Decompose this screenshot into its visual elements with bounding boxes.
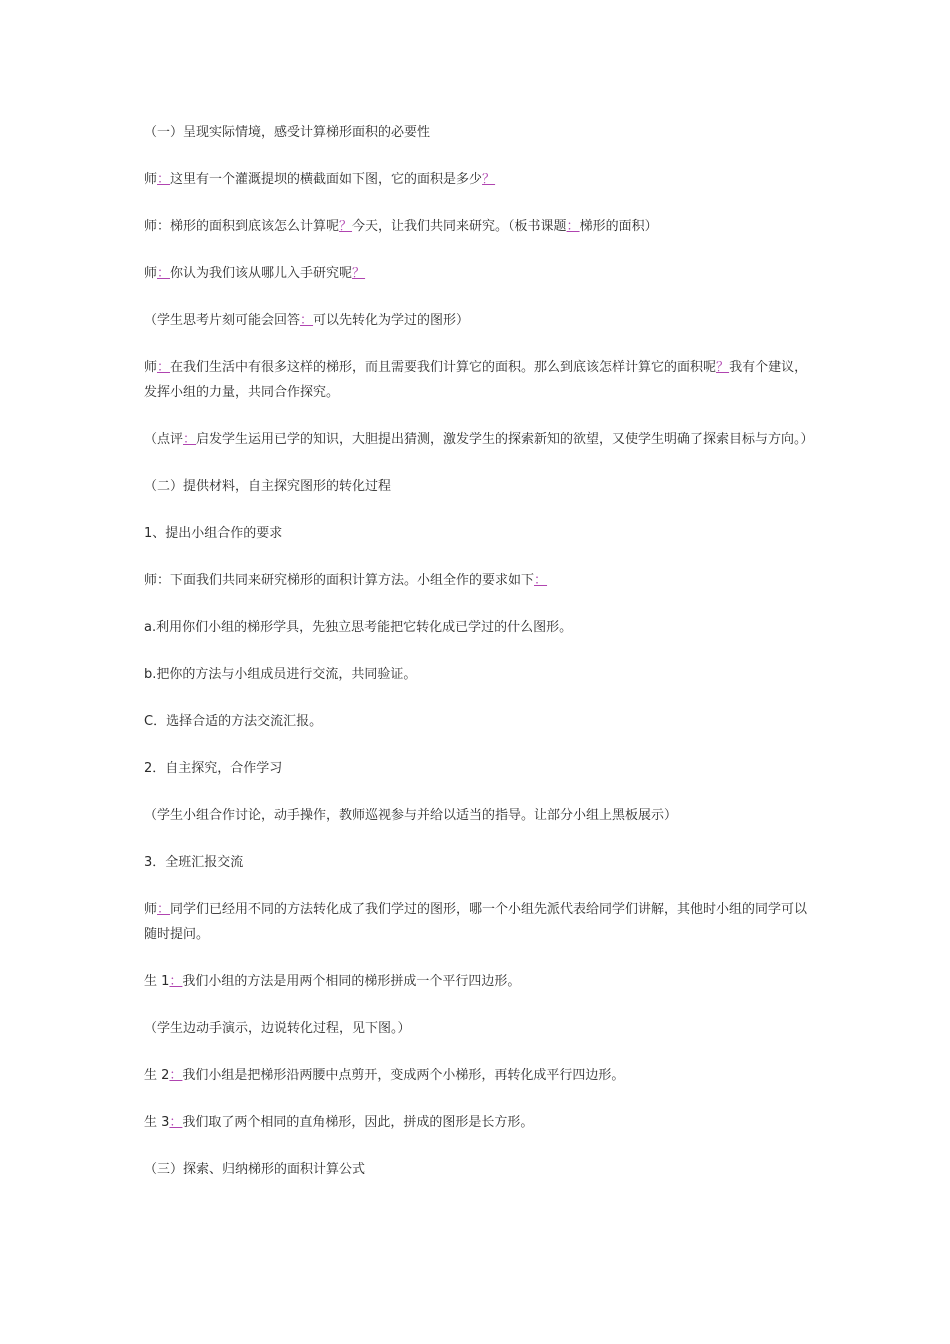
paragraph [144,1016,814,1041]
text-segment: 师：梯形的面积到底该怎么计算呢 [144,219,340,234]
punctuation-highlight: ： [157,360,171,375]
paragraph [144,850,814,875]
paragraph [144,969,814,994]
text-segment: 我们小组是把梯形沿两腰中点剪开，变成两个小梯形，再转化成平行四边形。 [182,1068,625,1083]
punctuation-highlight: ？ [339,219,353,234]
punctuation-highlight: ： [566,219,580,234]
punctuation-highlight: ： [169,1068,183,1083]
text-segment: 师 [144,360,158,375]
text-segment: 梯形的面积） [579,219,658,234]
paragraph [144,1157,814,1182]
paragraph [144,261,814,286]
punctuation-highlight: ： [157,266,171,281]
paragraph [144,615,814,640]
text-segment: C．选择合适的方法交流汇报。 [144,714,323,729]
punctuation-highlight: ： [169,1115,183,1130]
paragraph [144,709,814,734]
text-segment: 师 [144,902,158,917]
paragraph [144,427,814,452]
text-segment: 师 [144,266,158,281]
punctuation-highlight: ？ [482,172,496,187]
punctuation-highlight: ： [300,313,314,328]
text-segment: 启发学生运用已学的知识，大胆提出猜测，激发学生的探索新知的欲望，又使学生明确了探索目标与方向。） [196,432,814,447]
text-segment: 我有个建议，发挥小组的力量，共同合作探究。 [144,360,808,400]
paragraph [144,474,814,499]
paragraph [144,1063,814,1088]
paragraph [144,897,814,947]
text-segment: （学生边动手演示，边说转化过程，见下图。） [144,1021,411,1036]
paragraph [144,521,814,546]
text-segment: 1、提出小组合作的要求 [144,526,283,541]
punctuation-highlight: ？ [352,266,366,281]
text-segment: （学生思考片刻可能会回答 [144,313,301,328]
paragraph [144,120,814,145]
punctuation-highlight: ： [534,573,548,588]
paragraph [144,1110,814,1135]
punctuation-highlight: ？ [716,360,730,375]
text-segment: 我们小组的方法是用两个相同的梯形拼成一个平行四边形。 [182,974,521,989]
paragraph [144,756,814,781]
paragraph [144,167,814,192]
punctuation-highlight: ： [157,902,171,917]
text-segment: （二）提供材料，自主探究图形的转化过程 [144,479,392,494]
text-segment: 我们取了两个相同的直角梯形，因此，拼成的图形是长方形。 [182,1115,534,1130]
text-segment: 今天，让我们共同来研究。（板书课题 [352,219,567,234]
text-segment: a.利用你们小组的梯形学具，先独立思考能把它转化成已学过的什么图形。 [144,620,573,635]
paragraph [144,662,814,687]
paragraph [144,308,814,333]
text-segment: 在我们生活中有很多这样的梯形，而且需要我们计算它的面积。那么到底该怎样计算它的面积呢 [170,360,717,375]
text-segment: （三）探索、归纳梯形的面积计算公式 [144,1162,366,1177]
paragraph [144,568,814,593]
text-segment: 师：下面我们共同来研究梯形的面积计算方法。小组全作的要求如下 [144,573,535,588]
text-segment: 师 [144,172,158,187]
text-segment: 2．自主探究，合作学习 [144,761,283,776]
text-segment: 这里有一个灌溉提坝的横截面如下图，它的面积是多少 [170,172,483,187]
document-body [144,120,814,1204]
text-segment: （点评 [144,432,184,447]
text-segment: 生 2 [144,1068,170,1083]
text-segment: 你认为我们该从哪儿入手研究呢 [170,266,353,281]
text-segment: b.把你的方法与小组成员进行交流，共同验证。 [144,667,417,682]
text-segment: 生 3 [144,1115,170,1130]
text-segment: （学生小组合作讨论，动手操作，教师巡视参与并给以适当的指导。让部分小组上黑板展示） [144,808,678,823]
paragraph [144,214,814,239]
text-segment: 可以先转化为学过的图形） [313,313,470,328]
text-segment: 同学们已经用不同的方法转化成了我们学过的图形，哪一个小组先派代表给同学们讲解，其他时小组的同学可以随时提问。 [144,902,808,942]
text-segment: （一）呈现实际情境，感受计算梯形面积的必要性 [144,125,431,140]
punctuation-highlight: ： [157,172,171,187]
text-segment: 生 1 [144,974,170,989]
punctuation-highlight: ： [183,432,197,447]
punctuation-highlight: ： [169,974,183,989]
paragraph [144,355,814,405]
text-segment: 3．全班汇报交流 [144,855,244,870]
paragraph [144,803,814,828]
